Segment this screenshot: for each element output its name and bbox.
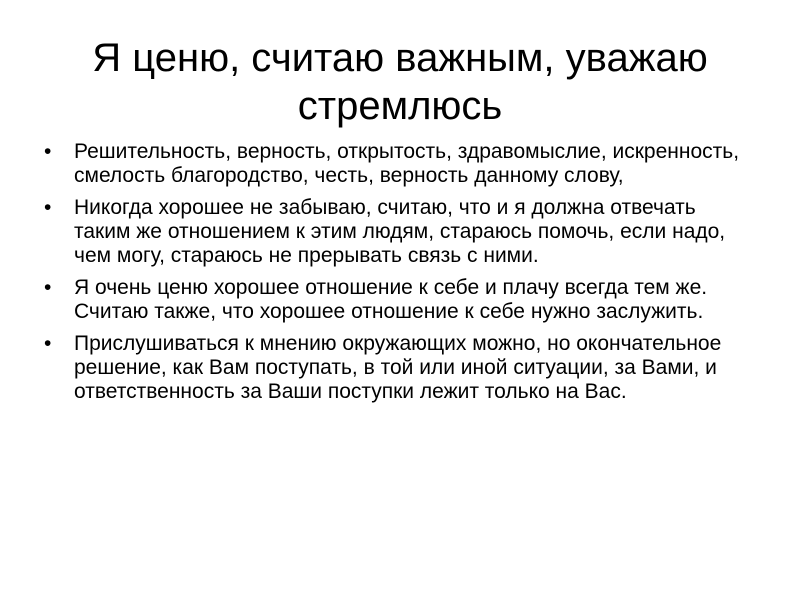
list-item [40, 332, 740, 404]
slide-title: Я ценю, считаю важным, уважаю стремлюсь [92, 36, 708, 128]
list-item-text: Я очень ценю хорошее отношение к себе и плачу всегда тем же. Считаю также, что хорошее отношение к себе нужно заслужить. [74, 276, 708, 323]
list-item-text: Никогда хорошее не забываю, считаю, что и я должна отвечать таким же отношением к этим людям, стараюсь помочь, если надо, чем могу, стараюсь не прерывать связь с ними. [74, 196, 726, 267]
bullet-marker: • [44, 332, 52, 355]
list-item [40, 140, 740, 188]
list-item-text: Прислушиваться к мнению окружающих можно, но окончательное решение, как Вам поступать, в той или иной ситуации, за Вами, и ответственность за Ваши поступки лежит только на Вас. [74, 332, 722, 403]
list-item-text: Решительность, верность, открытость, здравомыслие, искренность, смелость благородство, честь, верность данному слову, [74, 140, 740, 187]
list-item [40, 196, 740, 268]
bullet-marker: • [44, 196, 52, 219]
bullet-list [40, 140, 740, 412]
list-item [40, 276, 740, 324]
bullet-marker: • [44, 140, 52, 163]
bullet-marker: • [44, 276, 52, 299]
